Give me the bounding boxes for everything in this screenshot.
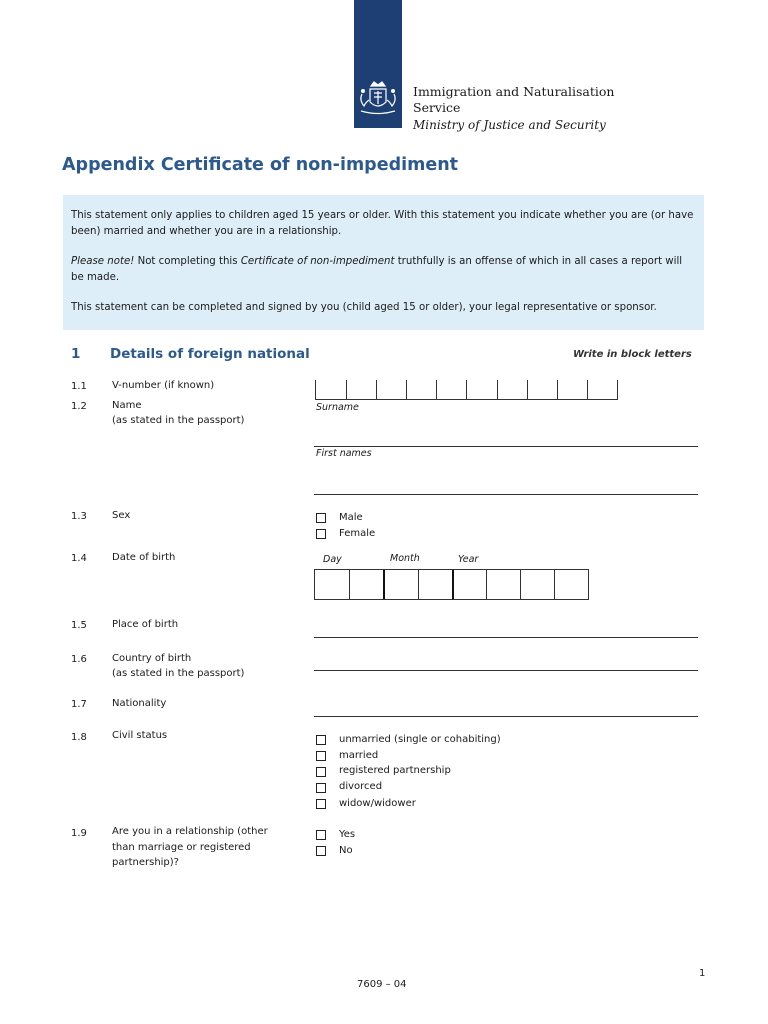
registered-partnership-option-label: registered partnership xyxy=(339,765,451,776)
surname-hint: Surname xyxy=(316,402,359,413)
registered-partnership-checkbox[interactable] xyxy=(316,767,326,777)
field-number: 1.6 xyxy=(71,654,87,665)
field-label-date-of-birth: Date of birth xyxy=(112,552,176,563)
yes-option-label: Yes xyxy=(339,829,356,840)
info-paragraph-2 xyxy=(71,254,696,285)
male-option-label: Male xyxy=(339,512,363,523)
unmarried-checkbox[interactable] xyxy=(316,735,326,745)
divorced-option-label: divorced xyxy=(339,781,383,792)
first-names-input[interactable] xyxy=(314,494,698,495)
info-text: Not completing this xyxy=(134,256,241,267)
widow-widower-option-label: widow/widower xyxy=(339,798,416,809)
section-title: Details of foreign national xyxy=(110,346,310,362)
field-number: 1.9 xyxy=(71,828,87,839)
field-label-place-of-birth: Place of birth xyxy=(112,619,179,630)
field-sublabel-name: (as stated in the passport) xyxy=(112,415,245,426)
field-label-sex: Sex xyxy=(112,510,131,521)
field-label-nationality: Nationality xyxy=(112,698,167,709)
yes-checkbox[interactable] xyxy=(316,830,326,840)
married-option-label: married xyxy=(339,750,379,761)
field-label-name: Name xyxy=(112,400,142,411)
field-number: 1.3 xyxy=(71,511,87,522)
info-text: truthfully is an offense of which in all cases a report will be made. xyxy=(71,256,683,283)
nationality-input[interactable] xyxy=(314,716,698,717)
widow-widower-checkbox[interactable] xyxy=(316,799,326,809)
date-of-birth-input[interactable] xyxy=(314,569,589,600)
info-paragraph-3: This statement can be completed and signed by you (child aged 15 or older), your legal representative or sponsor. xyxy=(71,302,657,313)
info-box xyxy=(63,195,704,330)
day-hint: Day xyxy=(323,554,342,565)
field-label-relationship-line3: partnership)? xyxy=(112,857,179,868)
section-number: 1 xyxy=(71,346,81,362)
field-number: 1.8 xyxy=(71,732,87,743)
divorced-checkbox[interactable] xyxy=(316,783,326,793)
female-option-label: Female xyxy=(339,528,376,539)
field-sublabel-country-of-birth: (as stated in the passport) xyxy=(112,668,245,679)
field-number: 1.1 xyxy=(71,381,87,392)
info-paragraph-1: This statement only applies to children aged 15 years or older. With this statement you indicate whether you are (or have been) married and whether you are in a relationship. xyxy=(71,210,694,237)
place-of-birth-input[interactable] xyxy=(314,637,698,638)
no-checkbox[interactable] xyxy=(316,846,326,856)
field-label-relationship-line1: Are you in a relationship (other xyxy=(112,826,268,837)
unmarried-option-label: unmarried (single or cohabiting) xyxy=(339,734,501,745)
coat-of-arms-icon xyxy=(357,80,399,120)
please-note-text: Please note! xyxy=(71,256,135,267)
field-label-civil-status: Civil status xyxy=(112,730,168,741)
field-label-v-number: V-number (if known) xyxy=(112,380,215,391)
field-number: 1.5 xyxy=(71,620,87,631)
form-code: 7609 – 04 xyxy=(357,979,407,990)
country-of-birth-input[interactable] xyxy=(314,670,698,671)
field-label-relationship-line2: than marriage or registered xyxy=(112,842,251,853)
field-label-country-of-birth: Country of birth xyxy=(112,653,192,664)
field-number: 1.7 xyxy=(71,699,87,710)
female-checkbox[interactable] xyxy=(316,529,326,539)
first-names-hint: First names xyxy=(316,448,372,459)
field-number: 1.2 xyxy=(71,401,87,412)
org-ministry: Ministry of Justice and Security xyxy=(413,118,606,132)
certificate-name-text: Certificate of non-impediment xyxy=(240,256,395,267)
page-number: 1 xyxy=(699,968,706,979)
male-checkbox[interactable] xyxy=(316,513,326,523)
month-hint: Month xyxy=(390,553,420,564)
v-number-input[interactable] xyxy=(315,380,618,400)
married-checkbox[interactable] xyxy=(316,751,326,761)
no-option-label: No xyxy=(339,845,353,856)
field-number: 1.4 xyxy=(71,553,87,564)
surname-input[interactable] xyxy=(314,446,698,447)
document-title: Appendix Certificate of non-impediment xyxy=(62,155,459,175)
org-name-line1: Immigration and Naturalisation xyxy=(413,84,615,99)
org-name-line2: Service xyxy=(413,100,461,115)
block-letters-note: Write in block letters xyxy=(573,349,692,360)
year-hint: Year xyxy=(458,554,479,565)
